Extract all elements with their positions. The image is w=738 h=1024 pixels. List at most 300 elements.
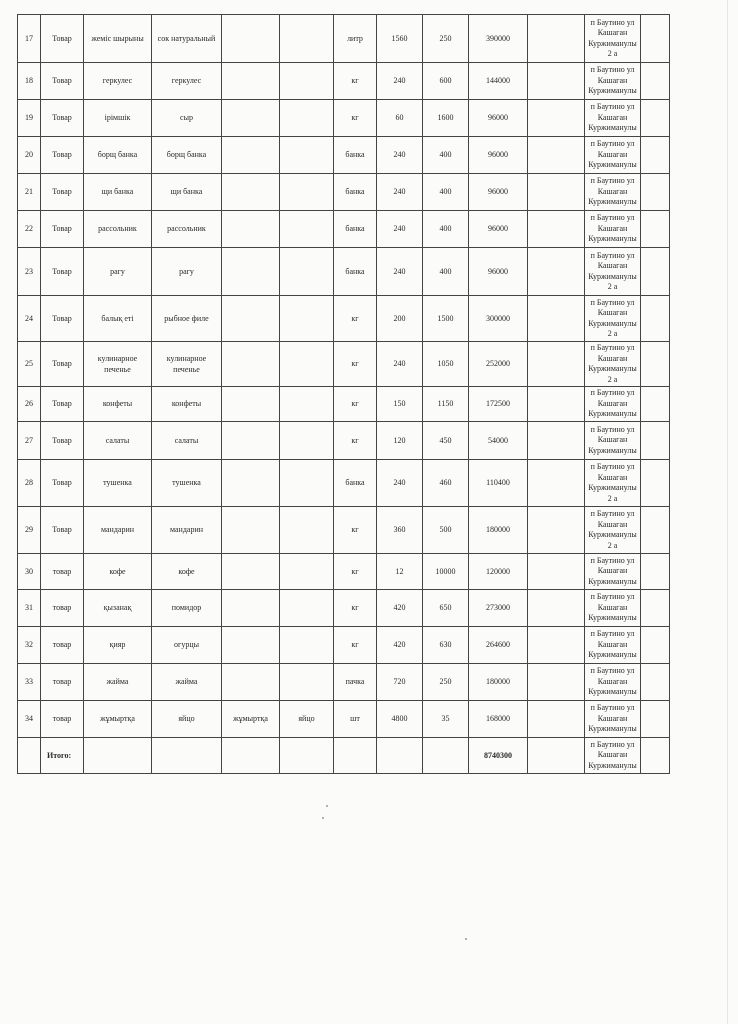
address-cell <box>585 701 641 738</box>
name-kazakh: конфеты <box>84 387 152 422</box>
quantity: 240 <box>377 137 423 174</box>
note <box>528 460 585 507</box>
row-number: 34 <box>18 701 41 738</box>
address-line: п Баутино ул <box>590 65 635 75</box>
extra-russian <box>280 248 334 296</box>
price: 400 <box>423 211 469 248</box>
price: 400 <box>423 174 469 211</box>
address-line: Кашаган <box>597 223 628 233</box>
address-line: п Баутино ул <box>590 213 635 223</box>
extra-kazakh <box>222 664 280 701</box>
address-cell <box>585 342 641 387</box>
row-number: 32 <box>18 627 41 664</box>
extra-russian <box>280 100 334 137</box>
address-line: Кашаган <box>597 75 628 85</box>
goods-table <box>17 14 670 774</box>
address-line: Куржиманулы <box>588 650 637 660</box>
address-line: 2 а <box>607 329 618 338</box>
unit: кг <box>334 554 377 590</box>
total-row <box>18 738 670 774</box>
row-number: 19 <box>18 100 41 137</box>
name-russian: сыр <box>152 100 222 137</box>
sum: 390000 <box>469 15 528 63</box>
blank-cell <box>641 387 670 422</box>
blank-cell <box>152 738 222 774</box>
name-kazakh: тушенка <box>84 460 152 507</box>
table-row <box>18 627 670 664</box>
item-type: товар <box>41 590 84 627</box>
blank-cell <box>641 211 670 248</box>
unit: кг <box>334 342 377 387</box>
note <box>528 296 585 342</box>
row-number: 24 <box>18 296 41 342</box>
address-line: Кашаган <box>597 149 628 159</box>
extra-russian <box>280 422 334 460</box>
extra-russian <box>280 63 334 100</box>
note <box>528 248 585 296</box>
note <box>528 137 585 174</box>
address-line: п Баутино ул <box>590 388 635 398</box>
table-row <box>18 15 670 63</box>
extra-kazakh <box>222 387 280 422</box>
page-edge <box>727 0 728 1024</box>
extra-kazakh <box>222 174 280 211</box>
address-line: п Баутино ул <box>590 424 635 434</box>
address-line: Кашаган <box>597 472 628 482</box>
address-line: Куржиманулы <box>588 760 637 770</box>
name-russian: тушенка <box>152 460 222 507</box>
price: 10000 <box>423 554 469 590</box>
extra-kazakh <box>222 460 280 507</box>
table-row <box>18 387 670 422</box>
extra-russian <box>280 137 334 174</box>
name-kazakh: рассольник <box>84 211 152 248</box>
address-line: Куржиманулы <box>588 160 637 170</box>
address-line: 2 а <box>607 282 618 291</box>
address-line: Куржиманулы <box>588 687 637 697</box>
name-russian: сок натуральный <box>152 15 222 63</box>
address-line: п Баутино ул <box>590 555 635 565</box>
blank-cell <box>377 738 423 774</box>
sum: 180000 <box>469 507 528 554</box>
row-number: 30 <box>18 554 41 590</box>
unit: кг <box>334 63 377 100</box>
item-type: Товар <box>41 422 84 460</box>
price: 1050 <box>423 342 469 387</box>
quantity: 420 <box>377 627 423 664</box>
name-kazakh: щи банка <box>84 174 152 211</box>
sum: 96000 <box>469 100 528 137</box>
extra-kazakh <box>222 100 280 137</box>
item-type: Товар <box>41 507 84 554</box>
address-cell <box>585 63 641 100</box>
row-number: 33 <box>18 664 41 701</box>
address-line: 2 а <box>607 493 618 503</box>
item-type: Товар <box>41 211 84 248</box>
address-line: п Баутино ул <box>590 666 635 676</box>
blank-cell <box>641 248 670 296</box>
item-type: Товар <box>41 63 84 100</box>
item-type: товар <box>41 664 84 701</box>
note <box>528 664 585 701</box>
quantity: 120 <box>377 422 423 460</box>
scan-speck <box>465 938 467 940</box>
item-type: Товар <box>41 387 84 422</box>
blank-cell <box>641 554 670 590</box>
unit: кг <box>334 422 377 460</box>
extra-russian <box>280 211 334 248</box>
unit: пачка <box>334 664 377 701</box>
sum: 54000 <box>469 422 528 460</box>
table-row <box>18 63 670 100</box>
row-number: 27 <box>18 422 41 460</box>
quantity: 240 <box>377 174 423 211</box>
extra-kazakh <box>222 627 280 664</box>
quantity: 240 <box>377 63 423 100</box>
price: 650 <box>423 590 469 627</box>
address-cell <box>585 738 641 774</box>
address-line: Кашаган <box>597 750 628 760</box>
item-type: Товар <box>41 100 84 137</box>
note <box>528 507 585 554</box>
quantity: 240 <box>377 248 423 296</box>
price: 250 <box>423 664 469 701</box>
scan-speck <box>322 817 324 819</box>
name-russian: кулинарное печенье <box>152 342 222 387</box>
row-number: 31 <box>18 590 41 627</box>
address-line: п Баутино ул <box>590 297 635 307</box>
quantity: 150 <box>377 387 423 422</box>
address-line: п Баутино ул <box>590 509 635 518</box>
extra-russian <box>280 296 334 342</box>
extra-russian <box>280 590 334 627</box>
address-line: Куржиманулы <box>588 445 637 455</box>
sum: 110400 <box>469 460 528 507</box>
extra-russian <box>280 460 334 507</box>
extra-russian <box>280 507 334 554</box>
name-kazakh: қызанақ <box>84 590 152 627</box>
price: 600 <box>423 63 469 100</box>
unit: кг <box>334 100 377 137</box>
unit: шт <box>334 701 377 738</box>
quantity: 60 <box>377 100 423 137</box>
blank-cell <box>528 738 585 774</box>
sum: 96000 <box>469 174 528 211</box>
extra-kazakh <box>222 137 280 174</box>
price: 1500 <box>423 296 469 342</box>
item-type: Товар <box>41 174 84 211</box>
name-kazakh: мандарин <box>84 507 152 554</box>
address-line: п Баутино ул <box>590 343 635 352</box>
address-line: Кашаган <box>597 186 628 196</box>
name-kazakh: кофе <box>84 554 152 590</box>
address-line: Кашаган <box>597 676 628 686</box>
extra-kazakh <box>222 296 280 342</box>
address-line: Кашаган <box>597 519 628 529</box>
blank-cell <box>641 63 670 100</box>
sum: 144000 <box>469 63 528 100</box>
row-number: 20 <box>18 137 41 174</box>
sum: 96000 <box>469 248 528 296</box>
address-line: Куржиманулы <box>588 613 637 623</box>
table-row <box>18 137 670 174</box>
address-line: 2 а <box>607 49 618 58</box>
price: 460 <box>423 460 469 507</box>
blank-cell <box>641 342 670 387</box>
total-sum: 8740300 <box>469 738 528 774</box>
sum: 168000 <box>469 701 528 738</box>
name-kazakh: ірімшік <box>84 100 152 137</box>
price: 630 <box>423 627 469 664</box>
extra-kazakh <box>222 248 280 296</box>
address-cell <box>585 100 641 137</box>
sum: 273000 <box>469 590 528 627</box>
unit: банка <box>334 174 377 211</box>
quantity: 360 <box>377 507 423 554</box>
name-kazakh: борщ банка <box>84 137 152 174</box>
name-kazakh: жұмыртқа <box>84 701 152 738</box>
name-russian: рассольник <box>152 211 222 248</box>
sum: 180000 <box>469 664 528 701</box>
item-type: Товар <box>41 15 84 63</box>
address-cell <box>585 554 641 590</box>
note <box>528 100 585 137</box>
quantity: 420 <box>377 590 423 627</box>
quantity: 4800 <box>377 701 423 738</box>
address-cell <box>585 296 641 342</box>
address-cell <box>585 460 641 507</box>
extra-kazakh: жұмыртқа <box>222 701 280 738</box>
name-kazakh: қияр <box>84 627 152 664</box>
extra-russian: яйцо <box>280 701 334 738</box>
address-line: п Баутино ул <box>590 739 635 749</box>
name-kazakh: кулинарное печенье <box>84 342 152 387</box>
scan-speck <box>326 805 328 807</box>
note <box>528 627 585 664</box>
extra-kazakh <box>222 554 280 590</box>
address-line: п Баутино ул <box>590 139 635 149</box>
blank-cell <box>641 460 670 507</box>
price: 250 <box>423 15 469 63</box>
table-row <box>18 296 670 342</box>
blank-cell <box>641 174 670 211</box>
price: 450 <box>423 422 469 460</box>
address-line: п Баутино ул <box>590 17 635 27</box>
note <box>528 422 585 460</box>
note <box>528 63 585 100</box>
extra-russian <box>280 664 334 701</box>
table-row <box>18 460 670 507</box>
address-line: Куржиманулы <box>588 530 637 539</box>
address-line: 2 а <box>607 540 618 550</box>
blank-cell <box>84 738 152 774</box>
unit: кг <box>334 507 377 554</box>
blank-cell <box>641 422 670 460</box>
note <box>528 590 585 627</box>
sum: 96000 <box>469 137 528 174</box>
unit: банка <box>334 137 377 174</box>
address-line: Куржиманулы <box>588 483 637 492</box>
address-line: 2 а <box>607 374 618 384</box>
extra-kazakh <box>222 211 280 248</box>
address-line: п Баутино ул <box>590 250 635 260</box>
address-cell <box>585 507 641 554</box>
note <box>528 342 585 387</box>
address-line: Куржиманулы <box>588 123 637 133</box>
item-type: товар <box>41 554 84 590</box>
unit: банка <box>334 460 377 507</box>
row-number: 18 <box>18 63 41 100</box>
name-russian: рагу <box>152 248 222 296</box>
name-russian: мандарин <box>152 507 222 554</box>
row-number: 17 <box>18 15 41 63</box>
address-line: Кашаган <box>597 713 628 723</box>
extra-russian <box>280 342 334 387</box>
sum: 96000 <box>469 211 528 248</box>
address-line: Куржиманулы <box>588 234 637 244</box>
extra-russian <box>280 627 334 664</box>
sum: 264600 <box>469 627 528 664</box>
item-type: Товар <box>41 137 84 174</box>
name-russian: жайма <box>152 664 222 701</box>
extra-kazakh <box>222 507 280 554</box>
table-row <box>18 100 670 137</box>
quantity: 200 <box>377 296 423 342</box>
table-row <box>18 590 670 627</box>
name-kazakh: балық еті <box>84 296 152 342</box>
blank-cell <box>641 100 670 137</box>
address-line: Куржиманулы <box>588 86 637 96</box>
row-number: 25 <box>18 342 41 387</box>
price: 500 <box>423 507 469 554</box>
blank-cell <box>641 590 670 627</box>
blank-cell <box>222 738 280 774</box>
row-number: 21 <box>18 174 41 211</box>
address-line: п Баутино ул <box>590 102 635 112</box>
blank-cell <box>641 507 670 554</box>
unit: банка <box>334 248 377 296</box>
name-russian: щи банка <box>152 174 222 211</box>
address-line: Куржиманулы <box>588 318 637 328</box>
address-line: Кашаган <box>597 602 628 612</box>
price: 35 <box>423 701 469 738</box>
row-number: 29 <box>18 507 41 554</box>
sum: 300000 <box>469 296 528 342</box>
name-russian: геркулес <box>152 63 222 100</box>
name-kazakh: рагу <box>84 248 152 296</box>
address-line: п Баутино ул <box>590 629 635 639</box>
unit: литр <box>334 15 377 63</box>
quantity: 240 <box>377 211 423 248</box>
item-type: Товар <box>41 296 84 342</box>
table-row <box>18 174 670 211</box>
sum: 252000 <box>469 342 528 387</box>
address-line: Кашаган <box>597 435 628 445</box>
address-line: Куржиманулы <box>588 724 637 734</box>
address-line: Кашаган <box>597 261 628 270</box>
name-russian: кофе <box>152 554 222 590</box>
extra-russian <box>280 387 334 422</box>
extra-kazakh <box>222 15 280 63</box>
table-row <box>18 342 670 387</box>
quantity: 1560 <box>377 15 423 63</box>
blank-cell <box>641 15 670 63</box>
address-line: Кашаган <box>597 639 628 649</box>
table-row <box>18 701 670 738</box>
table-body <box>18 15 670 774</box>
sum: 172500 <box>469 387 528 422</box>
note <box>528 211 585 248</box>
blank-cell <box>641 738 670 774</box>
extra-russian <box>280 174 334 211</box>
address-line: Кашаган <box>597 353 628 363</box>
item-type: Товар <box>41 248 84 296</box>
address-line: Куржиманулы <box>588 409 637 419</box>
blank-cell <box>423 738 469 774</box>
address-line: Кашаган <box>597 308 628 317</box>
extra-russian <box>280 15 334 63</box>
address-line: Куржиманулы <box>588 38 637 48</box>
table-row <box>18 554 670 590</box>
item-type: товар <box>41 701 84 738</box>
quantity: 12 <box>377 554 423 590</box>
blank-cell <box>641 627 670 664</box>
quantity: 720 <box>377 664 423 701</box>
price: 1150 <box>423 387 469 422</box>
address-line: Кашаган <box>597 112 628 122</box>
note <box>528 701 585 738</box>
extra-kazakh <box>222 422 280 460</box>
address-line: Кашаган <box>597 28 628 37</box>
blank-cell <box>641 701 670 738</box>
address-cell <box>585 387 641 422</box>
row-number: 23 <box>18 248 41 296</box>
name-russian: конфеты <box>152 387 222 422</box>
address-line: п Баутино ул <box>590 703 635 713</box>
address-cell <box>585 664 641 701</box>
unit: банка <box>334 211 377 248</box>
address-cell <box>585 248 641 296</box>
price: 1600 <box>423 100 469 137</box>
extra-russian <box>280 554 334 590</box>
extra-kazakh <box>222 342 280 387</box>
table-row <box>18 248 670 296</box>
address-line: Куржиманулы <box>588 197 637 207</box>
quantity: 240 <box>377 342 423 387</box>
name-russian: салаты <box>152 422 222 460</box>
blank-cell <box>641 296 670 342</box>
address-cell <box>585 627 641 664</box>
name-russian: помидор <box>152 590 222 627</box>
address-cell <box>585 15 641 63</box>
address-cell <box>585 174 641 211</box>
blank-cell <box>334 738 377 774</box>
unit: кг <box>334 590 377 627</box>
price: 400 <box>423 137 469 174</box>
price: 400 <box>423 248 469 296</box>
name-kazakh: жайма <box>84 664 152 701</box>
address-line: Кашаган <box>597 398 628 408</box>
table-row <box>18 664 670 701</box>
name-russian: яйцо <box>152 701 222 738</box>
item-type: товар <box>41 627 84 664</box>
address-line: п Баутино ул <box>590 462 635 471</box>
address-line: Куржиманулы <box>588 271 637 281</box>
note <box>528 387 585 422</box>
sum: 120000 <box>469 554 528 590</box>
table-row <box>18 507 670 554</box>
name-kazakh: салаты <box>84 422 152 460</box>
